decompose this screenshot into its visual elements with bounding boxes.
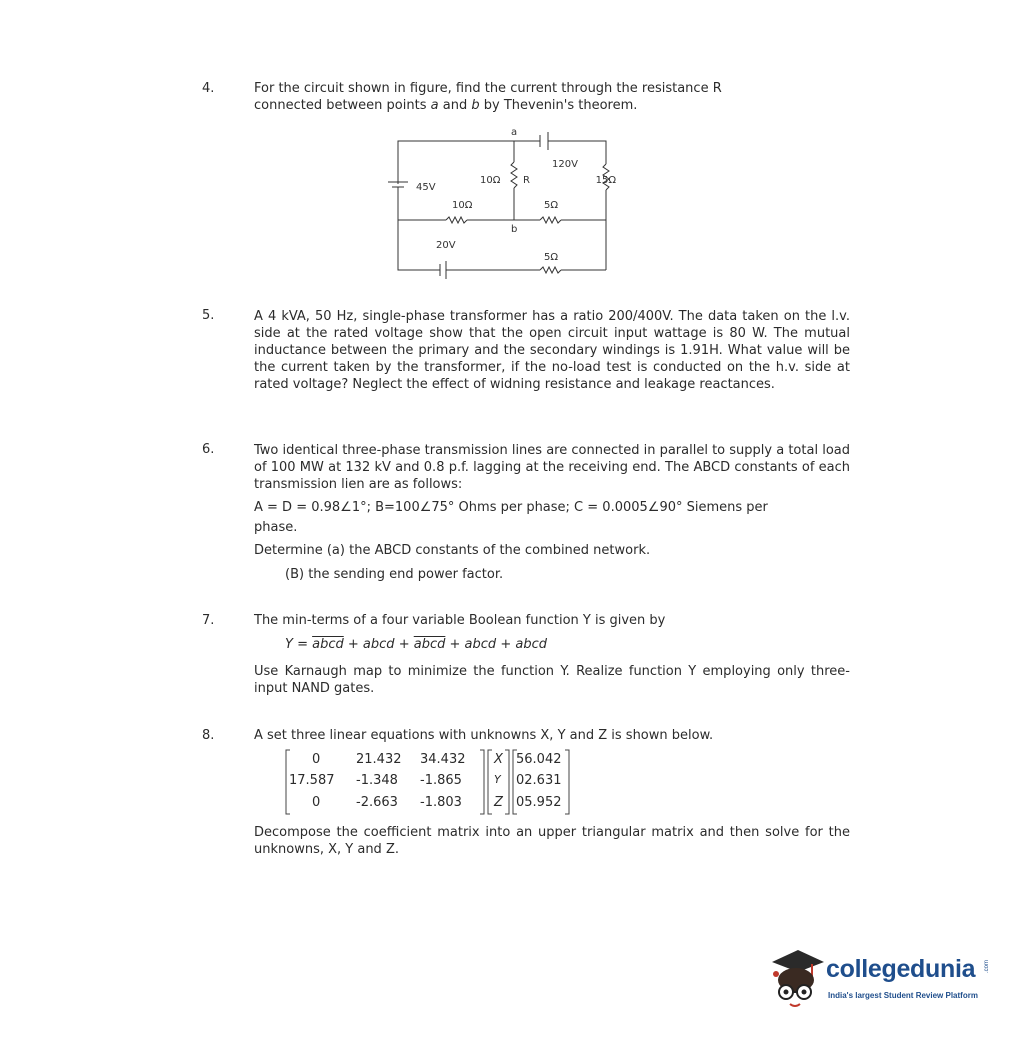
logo-wordmark[interactable]: collegedunia (826, 955, 976, 983)
label-r-vertical-value: 10Ω (480, 175, 501, 186)
q4-tail: by Thevenin's theorem. (483, 98, 638, 113)
question-5-text: A 4 kVA, 50 Hz, single-phase transformer has a ratio 200/400V. The data taken on the l.v. side at the rated voltage show that the open circuit input wattage is 80 W. The mutual inductance between the primary and the secondary windings is 1.91H. What value will be the current taken by the transformer, if the no-load test is conducted on the h.v. side at rated voltage? Neglect the effect of widning resistance and leakage reactances. (254, 309, 850, 392)
unknown-bracket-right (505, 750, 509, 814)
plus-2: + (398, 637, 410, 652)
question-6-constants-line1: A = D = 0.98∠1°; B=100∠75° Ohms per phase; C = 0.0005∠90° Siemens per (254, 500, 768, 515)
unknown-z: Z (494, 795, 503, 810)
logo-com-suffix: .com (984, 960, 990, 974)
matrix-cell-r1c1: 0 (312, 752, 321, 767)
collegedunia-mascot-icon (768, 944, 826, 1014)
question-6-number: 6. (202, 442, 215, 457)
coef-bracket-right (480, 750, 484, 814)
question-4-number: 4. (202, 81, 215, 96)
question-8-intro: A set three linear equations with unknowns X, Y and Z is shown below. (254, 728, 714, 743)
label-5-ohm-bottom: 5Ω (544, 252, 559, 263)
label-10-ohm-mid: 10Ω (452, 200, 473, 211)
question-6-text: Two identical three-phase transmission lines are connected in parallel to supply a total load of 100 MW at 132 kV and 0.8 p.f. lagging at the receiving end. The ABCD constants of each transmission lien are as follows: (254, 443, 850, 492)
equation-lhs: Y = (285, 637, 308, 652)
matrix-cell-r3c1: 0 (312, 795, 321, 810)
q4-node-b: b (471, 98, 480, 113)
question-4-text-line1: For the circuit shown in figure, find the current through the resistance R (254, 81, 722, 96)
question-8-number: 8. (202, 728, 215, 743)
logo-tagline: India's largest Student Review Platform (828, 991, 978, 1000)
q4-and: and (442, 98, 468, 113)
minterm-5: abcd (515, 637, 547, 652)
label-120v: 120V (552, 159, 578, 170)
unknown-y: Y (494, 773, 501, 786)
resistor-10-mid-left (446, 217, 467, 223)
plus-1: + (347, 637, 359, 652)
matrix-cell-r3c2: -2.663 (356, 795, 398, 810)
question-4-text-line2 (254, 98, 637, 113)
matrix-cell-r1c2: 21.432 (356, 752, 402, 767)
question-5-number: 5. (202, 308, 215, 323)
question-7-intro: The min-terms of a four variable Boolean function Y is given by (254, 613, 666, 628)
rhs-value-2: 02.631 (516, 773, 562, 788)
minterm-4: abcd (464, 637, 497, 652)
plus-4: + (500, 637, 512, 652)
label-r: R (523, 175, 530, 186)
resistor-r-vertical (511, 162, 517, 188)
question-6-part-a: Determine (a) the ABCD constants of the combined network. (254, 543, 651, 558)
label-node-a: a (511, 127, 518, 138)
label-node-b: b (511, 224, 518, 235)
rhs-value-1: 56.042 (516, 752, 562, 767)
label-45v: 45V (416, 182, 436, 193)
q4-span-connected: connected between points (254, 98, 427, 113)
question-7-text: Use Karnaugh map to minimize the function Y. Realize function Y employing only three-input NAND gates. (254, 664, 850, 696)
question-7-number: 7. (202, 613, 215, 628)
q4-node-a: a (430, 98, 439, 113)
matrix-cell-r2c1: 17.587 (289, 773, 335, 788)
minterm-2: abcd (362, 637, 395, 652)
matrix-cell-r2c2: -1.348 (356, 773, 398, 788)
matrix-cell-r3c3: -1.803 (420, 795, 462, 810)
label-20v: 20V (436, 240, 456, 251)
matrix-cell-r1c3: 34.432 (420, 752, 466, 767)
plus-3: + (449, 637, 461, 652)
wire-bottom-left (398, 220, 440, 270)
label-15-ohm: 15Ω (595, 175, 616, 186)
circuit-diagram (380, 124, 620, 284)
minterm-1: abcd (312, 637, 344, 652)
label-5-ohm-mid: 5Ω (544, 200, 559, 211)
rhs-bracket-right (565, 750, 569, 814)
unknown-x: X (494, 752, 503, 767)
question-6-constants-line2: phase. (254, 520, 298, 535)
unknown-bracket-left (488, 750, 492, 814)
question-6-part-b: (B) the sending end power factor. (285, 567, 504, 582)
question-7-equation (285, 637, 547, 652)
minterm-3: abcd (413, 637, 446, 652)
question-8-text: Decompose the coefficient matrix into an upper triangular matrix and then solve for the unknowns, X, Y and Z. (254, 825, 850, 857)
resistor-5-mid-right (540, 217, 561, 223)
wire-top-left (398, 141, 540, 184)
rhs-value-3: 05.952 (516, 795, 562, 810)
resistor-5-bottom (540, 267, 561, 273)
matrix-cell-r2c3: -1.865 (420, 773, 462, 788)
